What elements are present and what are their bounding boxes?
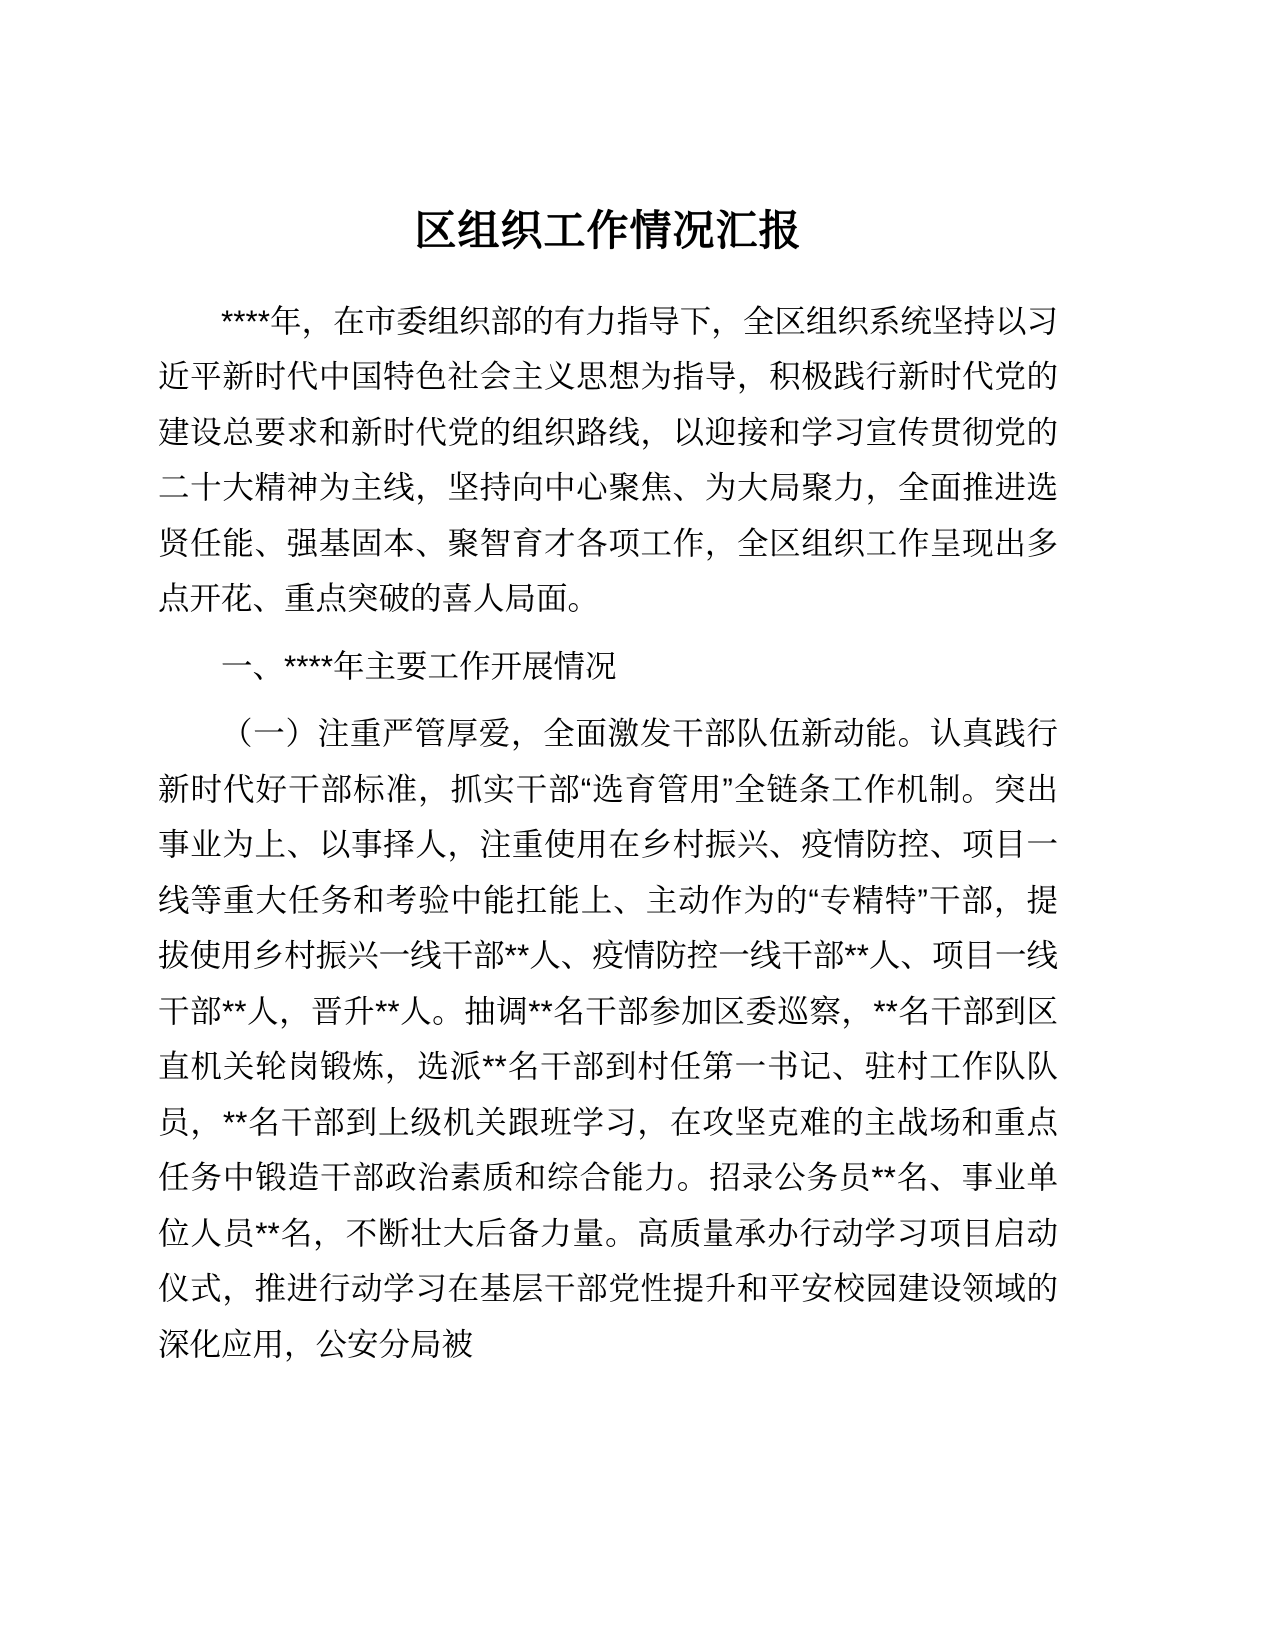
section-heading-1: 一、****年主要工作开展情况: [221, 647, 617, 684]
paragraph-subsection-1-1: （一）注重严管厚爱，全面激发干部队伍新动能。认真践行新时代好干部标准，抓实干部“选育管用”全链条工作机制。突出事业为上、以事择人，注重使用在乡村振兴、疫情防控、项目一线等重大任务和考验中能扛能上、主动作为的“专精特”干部，提拔使用乡村振兴一线干部**人、疫情防控一线干部**人、项目一线干部**人，晋升**人。抽调**名干部参加区委巡察，**名干部到区直机关轮岗锻炼，选派**名干部到村任第一书记、驻村工作队队员，**名干部到上级机关跟班学习，在攻坚克难的主战场和重点任务中锻造干部政治素质和综合能力。招录公务员**名、事业单位人员**名，不断壮大后备力量。高质量承办行动学习项目启动仪式，推进行动学习在基层干部党性提升和平安校园建设领域的深化应用，公安分局被: [158, 715, 1058, 1362]
page-content-area: [158, 0, 1058, 1372]
paragraph-intro: ****年，在市委组织部的有力指导下，全区组织系统坚持以习近平新时代中国特色社会主义思想为指导，积极践行新时代党的建设总要求和新时代党的组织路线，以迎接和学习宣传贯彻党的二十大精神为主线，坚持向中心聚焦、为大局聚力，全面推进选贤任能、强基固本、聚智育才各项工作，全区组织工作呈现出多点开花、重点突破的喜人局面。: [158, 302, 1058, 616]
document-title: 区组织工作情况汇报: [414, 207, 802, 254]
